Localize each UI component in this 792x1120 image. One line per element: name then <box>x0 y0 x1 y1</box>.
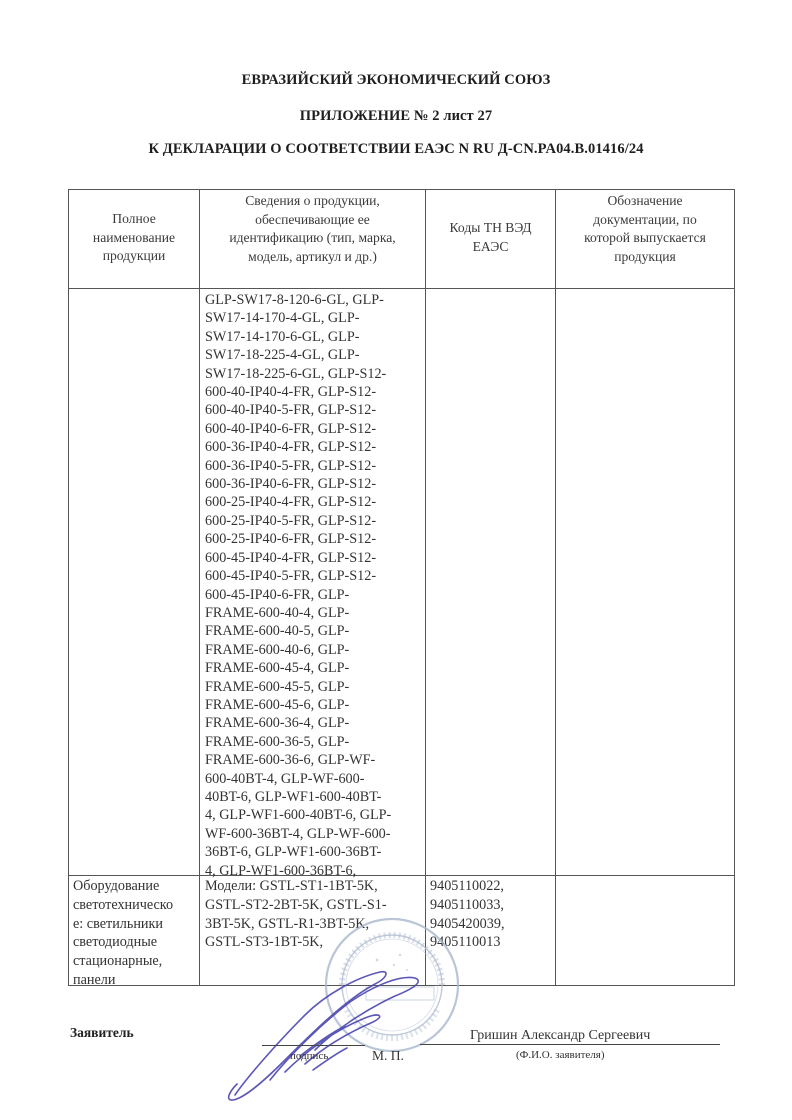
column-header-documentation: Обозначение документации, по которой выпускается продукция <box>584 193 706 264</box>
table-border-left <box>68 189 69 986</box>
column-header-product-name: Полное наименование продукции <box>92 211 176 263</box>
table-border-right <box>734 189 735 986</box>
table-row-2-product-name: Оборудование светотехническо е: светильники светодиодные стационарные, панели <box>73 878 174 988</box>
table-col-divider-1 <box>199 189 200 986</box>
table-row-2-hs-codes: 9405110022, 9405110033, 9405420039, 9405110013 <box>430 878 505 951</box>
column-header-product-info: Сведения о продукции, обеспечивающие ее идентификацию (тип, марка, модель, артикул и др.) <box>229 193 396 264</box>
stamp-place-label: М. П. <box>372 1048 404 1063</box>
signature-line <box>262 1045 365 1046</box>
applicant-name: Гришин Александр Сергеевич <box>470 1028 651 1043</box>
signature-caption: подпись <box>290 1050 329 1062</box>
table-row-1-product-info: GLP-SW17-8-120-6-GL, GLP- SW17-14-170-4-GL, GLP- SW17-14-170-6-GL, GLP- SW17-18-225-4-GL, GLP- SW17-18-225-6-GL, GLP-S12- 600-40-IP40-4-FR, GLP-S12- 600-40-IP40-5-FR, GLP-S12- 600-40-IP40-6-FR, GLP-S12- 600-36-IP40-4-FR, GLP-S12- 600-36-IP40-5-FR, GLP-S12- 600-36-IP40-6-FR, GLP-S12- 600-25-IP40-4-FR, GLP-S12- 600-25-IP40-5-FR, GLP-S12- 600-25-IP40-6-FR, GLP-S12- 600-45-IP40-4-FR, GLP-S12- 600-45-IP40-5-FR, GLP-S12- 600-45-IP40-6-FR, GLP- FRAME-600-40-4, GLP- FRAME-600-40-5, GLP- FRAME-600-40-6, GLP- FRAME-600-45-4, GLP- FRAME-600-45-5, GLP- FRAME-600-45-6, GLP- FRAME-600-36-4, GLP- FRAME-600-36-5, GLP- FRAME-600-36-6, GLP-WF- 600-40BT-4, GLP-WF-600- 40BT-6, GLP-WF1-600-40BT- 4, GLP-WF1-600-40BT-6, GLP- WF-600-36BT-4, GLP-WF-600- 36BT-6, GLP-WF1-600-36BT- 4, GLP-WF1-600-36BT-6, <box>205 292 392 879</box>
table-row-2-product-info: Модели: GSTL-ST1-1BT-5K, GSTL-ST2-2BT-5K, GSTL-S1- 3BT-5K, GSTL-R1-3BT-5K, GSTL-ST3-1BT-5K, <box>205 878 387 951</box>
declaration-title: К ДЕКЛАРАЦИИ О СООТВЕТСТВИИ ЕАЭС N RU Д-CN.PA04.B.01416/24 <box>148 141 644 157</box>
applicant-label: Заявитель <box>70 1025 134 1040</box>
appendix-title: ПРИЛОЖЕНИЕ № 2 лист 27 <box>299 108 493 124</box>
union-title: ЕВРАЗИЙСКИЙ ЭКОНОМИЧЕСКИЙ СОЮЗ <box>241 72 551 88</box>
column-header-hs-codes: Коды ТН ВЭД ЕАЭС <box>449 220 532 254</box>
table-border-top <box>68 189 735 190</box>
table-col-divider-2 <box>425 189 426 986</box>
table-header-divider <box>68 288 735 289</box>
applicant-name-caption: (Ф.И.О. заявителя) <box>516 1049 605 1061</box>
applicant-name-line <box>420 1044 720 1045</box>
product-table <box>68 189 735 986</box>
table-col-divider-3 <box>555 189 556 986</box>
